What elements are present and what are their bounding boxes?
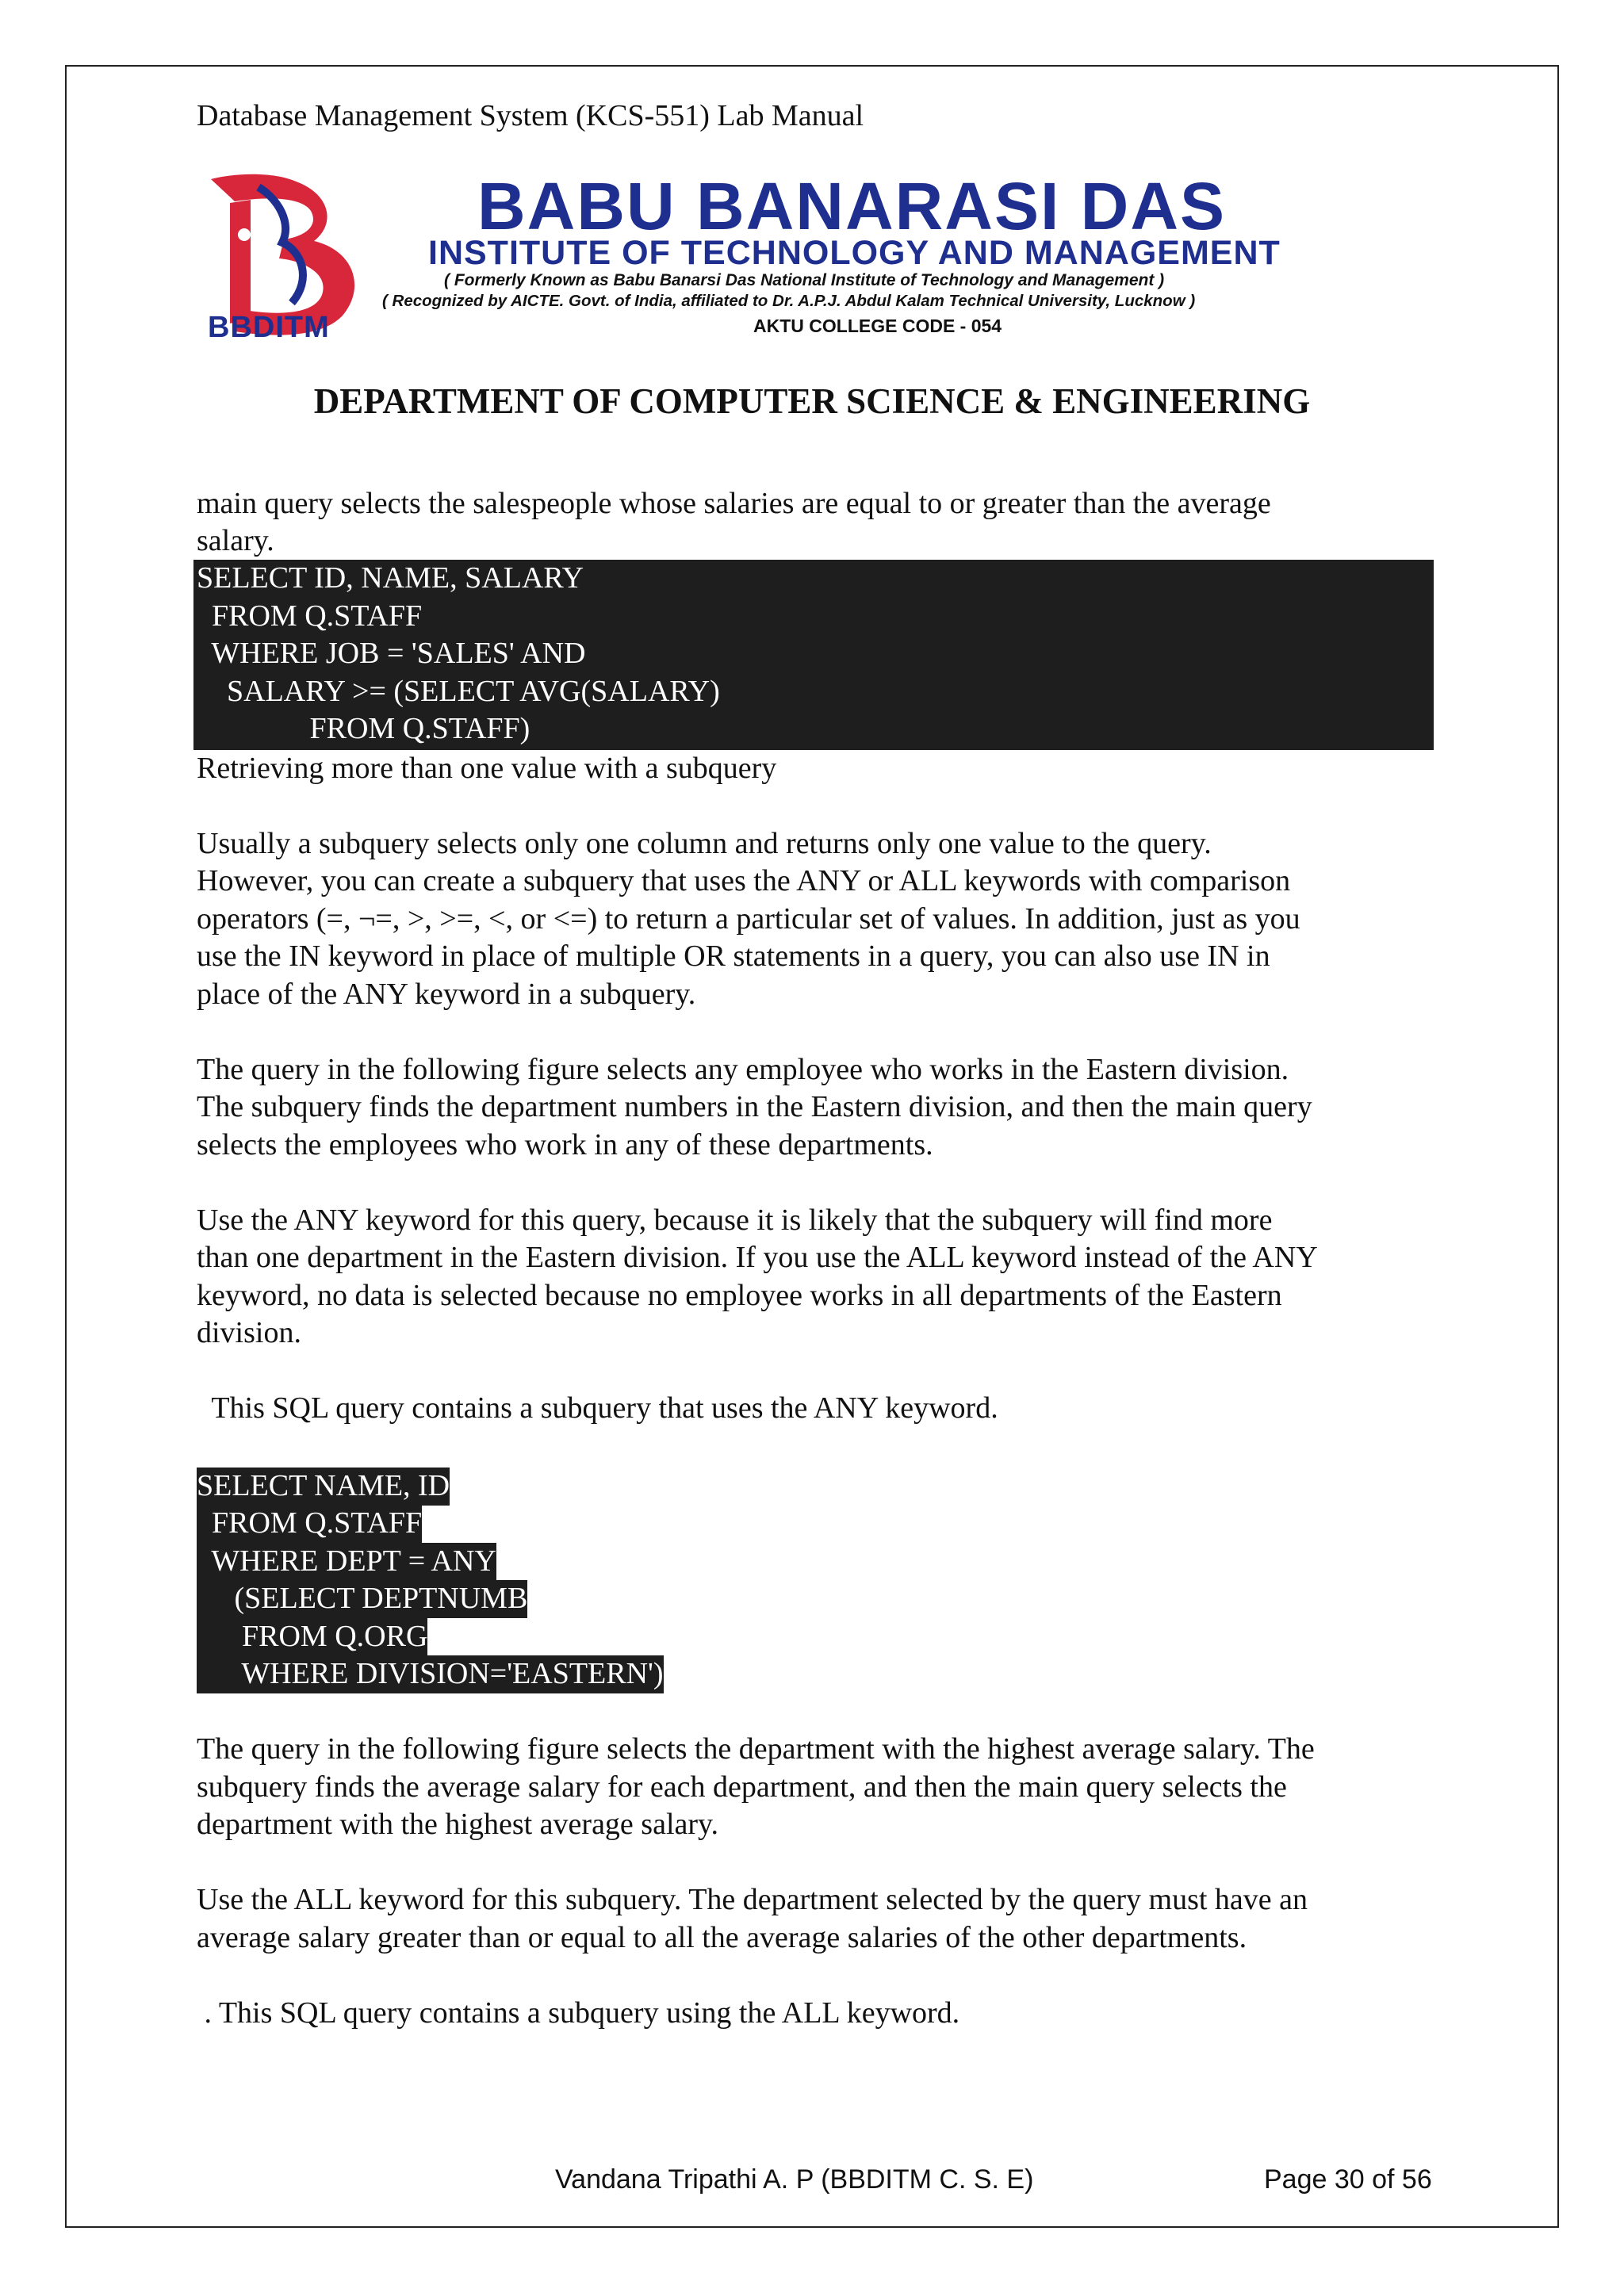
header-title: Database Management System (KCS-551) Lab Manual — [197, 99, 864, 132]
paragraph-line: The query in the following figure selects the department with the highest average salary. The — [197, 1732, 1315, 1766]
paragraph-line: department with the highest average salary. — [197, 1808, 719, 1841]
paragraph-line: The subquery finds the department numbers in the Eastern division, and then the main query — [197, 1090, 1312, 1123]
paragraph-line: However, you can create a subquery that uses the ANY or ALL keywords with comparison — [197, 864, 1291, 897]
paragraph-line: subquery finds the average salary for each department, and then the main query selects the — [197, 1770, 1287, 1804]
paragraph-line: keyword, no data is selected because no employee works in all departments of the Eastern — [197, 1279, 1282, 1312]
department-title: DEPARTMENT OF COMPUTER SCIENCE & ENGINEERING — [313, 381, 1311, 421]
code-line: FROM Q.STAFF) — [197, 712, 530, 745]
institute-formerly: ( Formerly Known as Babu Banarsi Das National Institute of Technology and Management ) — [444, 271, 1165, 289]
footer-author: Vandana Tripathi A. P (BBDITM C. S. E) — [555, 2164, 1034, 2195]
paragraph-line: place of the ANY keyword in a subquery. — [197, 978, 696, 1011]
code-line: SELECT NAME, ID — [197, 1468, 450, 1506]
institute-recognized: ( Recognized by AICTE. Govt. of India, affiliated to Dr. A.P.J. Abdul Kalam Technical University, Lucknow ) — [382, 292, 1196, 310]
code-line: FROM Q.STAFF — [197, 599, 423, 633]
paragraph-line: Use the ANY keyword for this query, because it is likely that the subquery will find more — [197, 1203, 1273, 1237]
institute-name: BABU BANARASI DAS — [477, 169, 1227, 243]
section-heading: Retrieving more than one value with a subquery — [197, 752, 777, 785]
logo-initials: BBDITM — [208, 311, 330, 344]
code-line: FROM Q.ORG — [197, 1618, 427, 1656]
paragraph-line: Usually a subquery selects only one column and returns only one value to the query. — [197, 827, 1212, 860]
paragraph-line: use the IN keyword in place of multiple OR statements in a query, you can also use IN in — [197, 939, 1270, 973]
code-line: (SELECT DEPTNUMB — [197, 1580, 527, 1618]
code-line: WHERE DIVISION='EASTERN') — [197, 1655, 664, 1693]
paragraph-line: operators (=, ¬=, >, >=, <, or <=) to return a particular set of values. In addition, just as you — [197, 902, 1300, 936]
intro-line: salary. — [197, 524, 274, 557]
institute-subtitle: INSTITUTE OF TECHNOLOGY AND MANAGEMENT — [428, 234, 1281, 272]
caption-any: This SQL query contains a subquery that uses the ANY keyword. — [197, 1391, 998, 1425]
paragraph-line: The query in the following figure selects any employee who works in the Eastern division. — [197, 1053, 1289, 1086]
footer-page-number: Page 30 of 56 — [1264, 2164, 1432, 2195]
caption-all: . This SQL query contains a subquery using the ALL keyword. — [197, 1996, 960, 2030]
code-line: WHERE DEPT = ANY — [197, 1543, 496, 1581]
code-line: FROM Q.STAFF — [197, 1505, 422, 1543]
paragraph-line: than one department in the Eastern division. If you use the ALL keyword instead of the ANY — [197, 1241, 1318, 1274]
college-code: AKTU COLLEGE CODE - 054 — [753, 316, 1002, 336]
code-line: SELECT ID, NAME, SALARY — [197, 561, 584, 595]
code-line: SALARY >= (SELECT AVG(SALARY) — [197, 674, 720, 708]
intro-line: main query selects the salespeople whose salaries are equal to or greater than the average — [197, 487, 1271, 520]
code-line: WHERE JOB = 'SALES' AND — [197, 637, 586, 670]
paragraph-line: average salary greater than or equal to all the average salaries of the other departments. — [197, 1921, 1247, 1954]
sql-code-block-salary — [193, 560, 1434, 750]
paragraph-line: selects the employees who work in any of these departments. — [197, 1128, 933, 1161]
paragraph-line: division. — [197, 1316, 301, 1349]
paragraph-line: Use the ALL keyword for this subquery. The department selected by the query must have an — [197, 1883, 1308, 1916]
